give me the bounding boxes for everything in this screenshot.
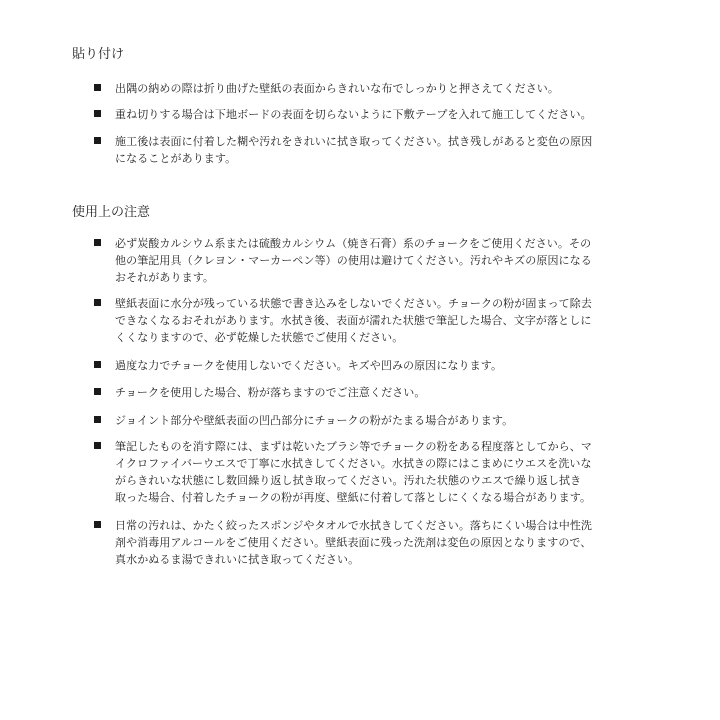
list-item-text: 施工後は表面に付着した糊や汚れをきれいに拭き取ってください。拭き残しがあると変色の原因 になることがあります。 xyxy=(115,135,593,165)
section-title-attaching: 貼り付け xyxy=(72,47,125,62)
list-item-text: 筆記したものを消す際には、まずは乾いたブラシ等でチョークの粉をある程度落としてから、マ イクロファイバーウエスで丁寧に水拭きしてください。水拭きの際にはこまめにウエスを洗いな がらきれいな状態にし数回繰り返し拭き取ってください。汚れた状態のウエスで繰り返し拭き 取った場合、付着したチョークの粉が再度、壁紙に付着して落としにくくなる場合があります。 xyxy=(115,440,592,504)
square-bullet-icon xyxy=(94,137,101,144)
square-bullet-icon xyxy=(94,442,101,449)
list-item-text: 壁紙表面に水分が残っている状態で書き込みをしないでください。チョークの粉が固まって除去 できなくなるおそれがあります。水拭き後、表面が濡れた状態で筆記した場合、文字が落としに くくなりますので、必ず乾燥した状態でご使用ください。 xyxy=(115,297,592,344)
square-bullet-icon xyxy=(94,110,101,117)
square-bullet-icon xyxy=(94,239,101,246)
list-item-text: 日常の汚れは、かたく絞ったスポンジやタオルで水拭きしてください。落ちにくい場合は中性洗 剤や消毒用アルコールをご使用ください。壁紙表面に残った洗剤は変色の原因となりますので、 真水かぬるま湯できれいに拭き取ってください。 xyxy=(115,519,593,566)
square-bullet-icon xyxy=(94,299,101,306)
list-item-text: 出隅の納めの際は折り曲げた壁紙の表面からきれいな布でしっかりと押さえてください。 xyxy=(115,82,559,95)
list-item-text: 重ね切りする場合は下地ボードの表面を切らないように下敷テープを入れて施工してください。 xyxy=(115,108,592,121)
square-bullet-icon xyxy=(94,416,101,423)
list-item-text: チョークを使用した場合、粉が落ちますのでご注意ください。 xyxy=(115,386,426,399)
square-bullet-icon xyxy=(94,84,101,91)
section-title-usage-notes: 使用上の注意 xyxy=(72,205,151,220)
square-bullet-icon xyxy=(94,388,101,395)
square-bullet-icon xyxy=(94,361,101,368)
square-bullet-icon xyxy=(94,521,101,528)
list-item-text: ジョイント部分や壁紙表面の凹凸部分にチョークの粉がたまる場合があります。 xyxy=(115,414,514,427)
list-item-text: 過度な力でチョークを使用しないでください。キズや凹みの原因になります。 xyxy=(115,359,503,372)
list-item-text: 必ず炭酸カルシウム系または硫酸カルシウム（焼き石膏）系のチョークをご使用ください。その 他の筆記用具（クレヨン・マーカーペン等）の使用は避けてください。汚れやキズの原因になる おそれがあります。 xyxy=(115,237,592,284)
